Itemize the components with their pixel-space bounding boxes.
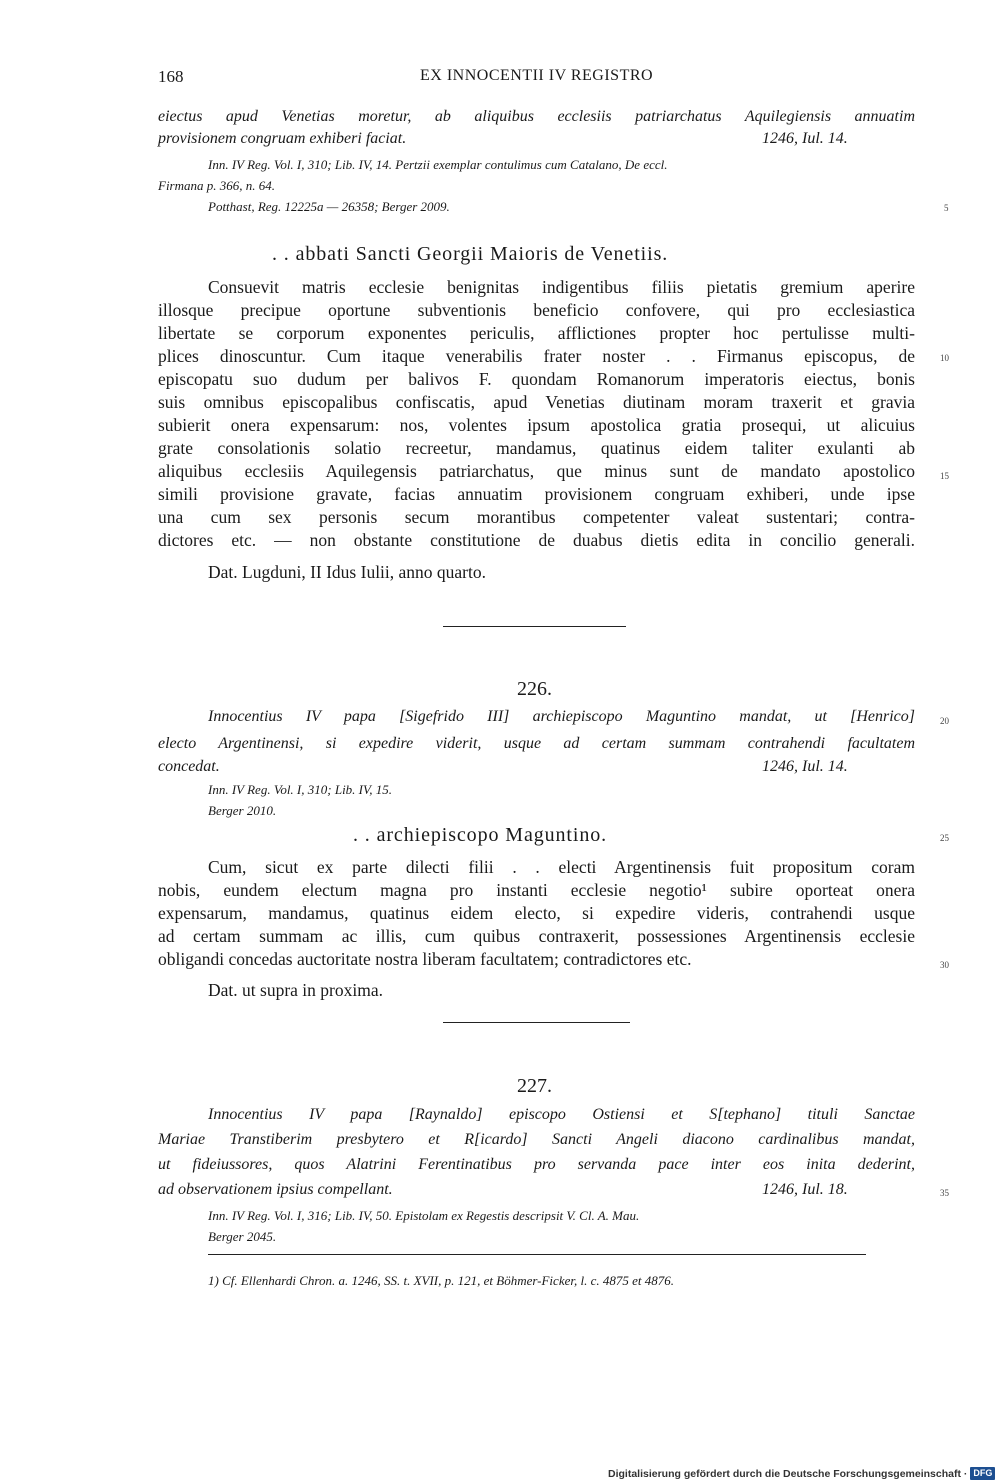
- prev-summary-line-2: provisionem congruam exhiberi faciat.: [158, 130, 407, 147]
- entry-226-number: 226.: [517, 678, 552, 700]
- line-number: 30: [940, 960, 949, 970]
- entry-227-source-line-1: Inn. IV Reg. Vol. I, 316; Lib. IV, 50. Epistolam ex Regestis descripsit V. Cl. A. Mau.: [208, 1208, 640, 1223]
- entry-226-summary-line-2: electo Argentinensi, si expedire viderit, usque ad certam summam contrahendi facultatem: [158, 735, 915, 752]
- page-number: 168: [158, 67, 184, 86]
- entry-226-date: 1246, Iul. 14.: [762, 758, 848, 775]
- entry-226-source-line-1: Inn. IV Reg. Vol. I, 310; Lib. IV, 15.: [208, 782, 393, 797]
- prev-text-line: suis omnibus episcopalibus confiscatis, apud Venetias diutinam moram traxerit et gravia: [158, 392, 915, 412]
- prev-text-line: grate consolationis solatio recreetur, mandamus, quatinus eidem taliter exulanti ab: [158, 438, 915, 458]
- dfg-logo-icon: DFG: [970, 1467, 995, 1480]
- entry-226-text-line: expensarum, mandamus, quatinus eidem electo, si expedire videris, contrahendi usque: [158, 903, 915, 923]
- entry-226-dating: Dat. ut supra in proxima.: [208, 980, 383, 1000]
- prev-text-line: Consuevit matris ecclesie benignitas indigentibus filiis pietatis gremium aperire: [208, 277, 915, 297]
- prev-text-line: illosque precipue oportune subventionis beneficio confovere, qui pro ecclesiastica: [158, 300, 915, 320]
- prev-text-line: episcopatu suo dudum per balivos F. quondam Romanorum imperatoris eiectus, bonis: [158, 369, 915, 389]
- entry-226-text-line: obligandi concedas auctoritate nostra liberam facultatem; contradictores etc.: [158, 949, 692, 969]
- line-number: 15: [940, 471, 949, 481]
- line-number: 20: [940, 716, 949, 726]
- entry-227-source-line-2: Berger 2045.: [208, 1229, 277, 1244]
- prev-text-line: aliquibus ecclesiis Aquilegensis patriarchatus, que minus sunt de mandato apostolico: [158, 461, 915, 481]
- entry-227-number: 227.: [517, 1075, 552, 1097]
- section-divider: [443, 1022, 630, 1023]
- line-number: 10: [940, 353, 949, 363]
- prev-text-line: plices dinoscuntur. Cum itaque venerabilis frater noster . . Firmanus episcopus, de: [158, 346, 915, 366]
- prev-source-line-2: Firmana p. 366, n. 64.: [158, 178, 275, 193]
- prev-summary-line-1: eiectus apud Venetias moretur, ab aliquibus ecclesiis patriarchatus Aquilegiensis annuatim: [158, 108, 915, 125]
- prev-text-line: simili provisione gravate, facias annuatim provisionem congruam exhiberi, unde ipse: [158, 484, 915, 504]
- prev-addressee: . . abbati Sancti Georgii Maioris de Venetiis.: [272, 243, 669, 265]
- credit-text: Digitalisierung gefördert durch die Deutsche Forschungsgemeinschaft ·: [608, 1467, 968, 1480]
- entry-226-text-line: Cum, sicut ex parte dilecti filii . . electi Argentinensis fuit propositum coram: [208, 857, 915, 877]
- prev-text-line: libertate se corporum exponentes periculis, afflictiones propter hoc pertulisse multi-: [158, 323, 915, 343]
- prev-source-line-1: Inn. IV Reg. Vol. I, 310; Lib. IV, 14. Pertzii exemplar contulimus cum Catalano, De eccl.: [208, 157, 668, 172]
- running-title: EX INNOCENTII IV REGISTRO: [420, 67, 654, 84]
- entry-227-summary-line-2: Mariae Transtiberim presbytero et R[icardo] Sancti Angeli diacono cardinalibus mandat,: [158, 1131, 915, 1148]
- prev-text-line: una cum sex personis secum morantibus competenter valeat sustentari; contra-: [158, 507, 915, 527]
- line-number: 25: [940, 833, 949, 843]
- entry-226-source-line-2: Berger 2010.: [208, 803, 277, 818]
- line-number: 35: [940, 1188, 949, 1198]
- entry-227-summary-last: ad observationem ipsius compellant.: [158, 1181, 393, 1198]
- prev-source-line-3: Potthast, Reg. 12225a — 26358; Berger 2009.: [208, 199, 450, 214]
- entry-227-summary-line-1: Innocentius IV papa [Raynaldo] episcopo Ostiensi et S[tephano] tituli Sanctae: [208, 1106, 915, 1123]
- entry-227-summary-line-3: ut fideiussores, quos Alatrini Ferentinatibus pro servanda pace inter eos inita dederint,: [158, 1156, 915, 1173]
- entry-226-summary-line-1: Innocentius IV papa [Sigefrido III] archiepiscopo Maguntino mandat, ut [Henrico]: [208, 708, 915, 725]
- prev-summary-date: 1246, Iul. 14.: [762, 130, 848, 147]
- digitization-credit: [608, 1464, 1000, 1483]
- footnote: 1) Cf. Ellenhardi Chron. a. 1246, SS. t. XVII, p. 121, et Böhmer-Ficker, l. c. 4875 et 4876.: [208, 1273, 674, 1288]
- entry-226-addressee: . . archiepiscopo Maguntino.: [353, 824, 608, 846]
- prev-text-line: dictores etc. — non obstante constitutione de duabus dietis edita in concilio generali.: [158, 530, 915, 550]
- entry-226-text-line: nobis, eundem electum magna pro instanti ecclesie negotio¹ subire oporteat onera: [158, 880, 915, 900]
- prev-dating: Dat. Lugduni, II Idus Iulii, anno quarto.: [208, 562, 487, 582]
- line-number: 5: [944, 203, 949, 213]
- entry-227-date: 1246, Iul. 18.: [762, 1181, 848, 1198]
- entry-226-summary-last: concedat.: [158, 758, 220, 775]
- entry-226-text-line: ad certam summam ac illis, cum quibus contraxerit, possessiones Argentinensis ecclesie: [158, 926, 915, 946]
- prev-text-line: subierit onera expensarum: nos, volentes ipsum apostolica gratia prosequi, ut alicuius: [158, 415, 915, 435]
- section-divider: [443, 626, 626, 627]
- footnote-rule: [208, 1254, 866, 1255]
